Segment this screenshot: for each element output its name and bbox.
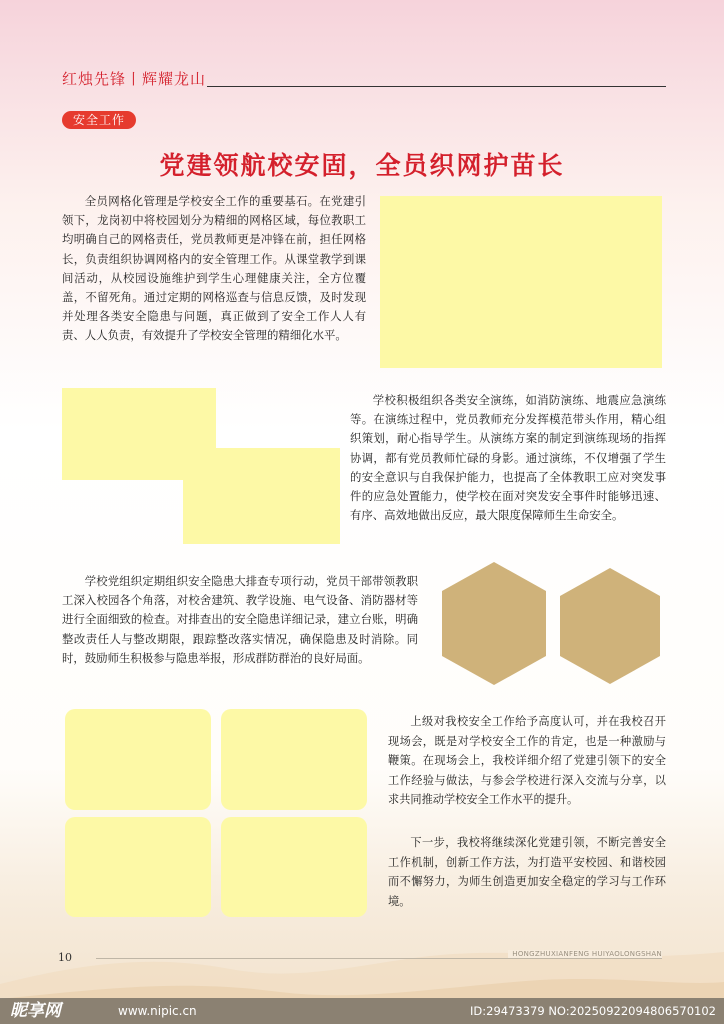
photo-placeholder-grid-2: [221, 709, 367, 810]
article-paragraph-4: 上级对我校安全工作给予高度认可，并在我校召开现场会，既是对学校安全工作的肯定，也是一种激励与鞭策。在现场会上，我校详细介绍了党建引领下的安全工作经验与做法，与参会学校进行深入交流与分享，以求共同推动学校安全工作水平的提升。: [388, 715, 666, 807]
hexagon-right: [560, 568, 660, 684]
watermark-url: www.nipic.cn: [118, 1004, 197, 1018]
article-paragraph-1: 全员网格化管理是学校安全工作的重要基石。在党建引领下，龙岗初中将校园划分为精细的网格区域，每位教职工均明确自己的网格责任，党员教师更是冲锋在前，担任网格长，负责组织协调网格内的安全管理工作。从课堂教学到课间活动，从校园设施维护到学生心理健康关注，全方位覆盖，不留死角。通过定期的网格巡查与信息反馈，及时发现并处理各类安全隐患与问题，真正做到了安全工作人人有责、人人负责，有效提升了学校安全管理的精细化水平。: [62, 194, 366, 343]
hexagon-left: [442, 562, 546, 685]
header-divider: [207, 86, 666, 87]
photo-placeholder-top-right: [380, 196, 662, 368]
article-paragraph-5: 下一步，我校将继续深化党建引领，不断完善安全工作机制，创新工作方法，为打造平安校园、和谐校园而不懈努力，为师生创造更加安全稳定的学习与工作环境。: [388, 836, 666, 908]
watermark-id: ID:29473379 NO:20250922094806570102: [470, 1004, 716, 1018]
photo-placeholder-grid-1: [65, 709, 211, 810]
magazine-header-title: 红烛先锋丨辉耀龙山: [62, 70, 207, 88]
article-title: 党建领航校安固，全员织网护苗长: [159, 151, 565, 180]
photo-placeholder-left-lower: [183, 448, 340, 544]
article-paragraph-3: 学校党组织定期组织安全隐患大排查专项行动，党员干部带领教职工深入校园各个角落，对校舍建筑、教学设施、电气设备、消防器材等进行全面细致的检查。对排查出的安全隐患详细记录，建立台账，明确整改责任人与整改期限，跟踪整改落实情况，确保隐患及时消除。同时，鼓励师生积极参与隐患举报，形成群防群治的良好局面。: [62, 574, 418, 665]
section-badge: 安全工作: [62, 111, 136, 129]
watermark-logo: 昵享网: [10, 1001, 61, 1021]
article-paragraph-2: 学校积极组织各类安全演练，如消防演练、地震应急演练等。在演练过程中，党员教师充分发挥模范带头作用，精心组织策划，耐心指导学生。从演练方案的制定到演练现场的指挥协调，都有党员教师忙碌的身影。通过演练，不仅增强了学生的安全意识与自我保护能力，也提高了全体教职工应对突发事件的应急处置能力，使学校在面对突发安全事件时能够迅速、有序、高效地做出反应，最大限度保障师生生命安全。: [350, 393, 666, 523]
hexagon-decoration: [436, 560, 666, 690]
footer-divider: [96, 958, 662, 959]
footer-pinyin: HONGZHUXIANFENG HUIYAOLONGSHAN: [508, 950, 662, 958]
page-number: 10: [58, 951, 72, 964]
